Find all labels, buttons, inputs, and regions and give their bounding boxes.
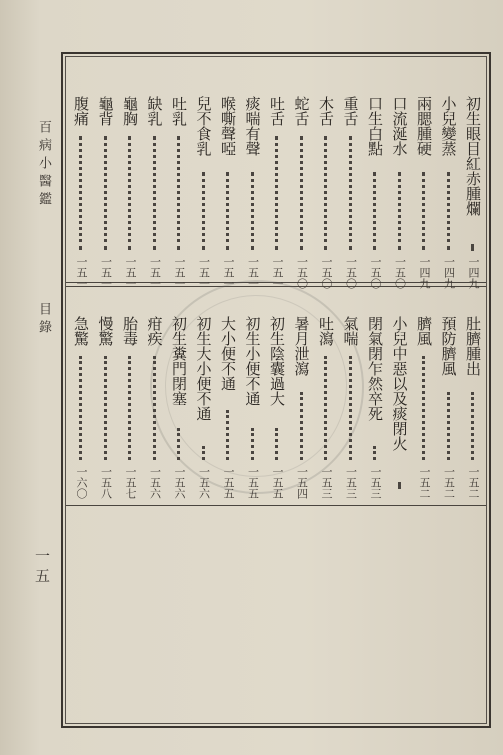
book-title: 百病小醫鑑 <box>36 120 51 210</box>
leader-dots <box>153 356 156 460</box>
toc-entry-page: 一五六 <box>197 466 211 499</box>
section-label: 目錄 <box>36 302 51 338</box>
toc-entry-title: 初生眼目紅赤腫爛 <box>464 96 482 216</box>
leader-dots <box>177 136 180 250</box>
leader-dots <box>251 428 254 460</box>
toc-entry-title: 兩腮腫硬 <box>415 96 433 156</box>
toc-entry-title: 龜背 <box>96 96 115 126</box>
toc-entry-page: 一五二 <box>467 466 480 499</box>
toc-entry-title: 初生小便不通 <box>243 316 262 406</box>
toc-entry <box>415 316 433 536</box>
leader-dots <box>275 428 278 460</box>
leader-dots <box>398 482 401 488</box>
toc-entry-title: 預防臍風 <box>439 316 458 376</box>
toc-entry-title: 痰喘有聲 <box>243 96 262 156</box>
toc-entry-page: 一五一 <box>246 256 260 289</box>
toc-entry-title: 龜胸 <box>121 96 139 126</box>
toc-entry-title: 初生糞門閉塞 <box>170 316 188 406</box>
toc-entry <box>219 96 237 316</box>
toc-entry-page: 一五一 <box>124 256 137 289</box>
toc-entry-page: 一四九 <box>442 256 456 289</box>
toc-entry <box>415 96 433 316</box>
leader-dots <box>422 356 425 460</box>
toc-entry-page: 一五〇 <box>295 256 309 289</box>
leader-dots <box>202 446 205 460</box>
toc-entry <box>268 96 286 316</box>
toc-entry <box>440 96 458 316</box>
leader-dots <box>104 136 107 250</box>
toc-entry <box>317 316 335 536</box>
leader-dots <box>128 136 131 250</box>
toc-entry-title: 肚臍腫出 <box>464 316 482 376</box>
toc-entry-title: 小兒變蒸 <box>439 96 458 156</box>
leader-dots <box>471 392 474 460</box>
toc-entry-page: 一五五 <box>246 466 260 499</box>
toc-entry <box>244 96 262 316</box>
leader-dots <box>373 446 376 460</box>
toc-entry-page: 一五〇 <box>393 256 407 289</box>
page-number: 一五 <box>33 548 51 588</box>
toc-entry-page: 一五一 <box>271 256 284 289</box>
toc-entry-title: 口生白點 <box>366 96 384 156</box>
leader-dots <box>79 356 82 460</box>
toc-entry <box>195 316 213 536</box>
leader-dots <box>202 172 205 250</box>
toc-entry <box>121 316 139 536</box>
leader-dots <box>251 172 254 250</box>
toc-entry <box>317 96 335 316</box>
toc-entry <box>464 96 482 316</box>
toc-entry-page: 一五五 <box>222 466 235 499</box>
toc-entry-title: 大小便不通 <box>219 316 237 391</box>
toc-entry <box>170 96 188 316</box>
toc-entry-title: 暑月泄瀉 <box>292 316 311 376</box>
leader-dots <box>104 356 107 460</box>
toc-entry-page: 一五一 <box>148 256 162 289</box>
toc-entry <box>121 96 139 316</box>
toc-entry <box>72 96 90 316</box>
toc-entry-page: 一五一 <box>222 256 235 289</box>
toc-entry-title: 急驚 <box>72 316 90 346</box>
toc-entry <box>366 316 384 536</box>
toc-entry <box>146 316 164 536</box>
toc-entry-title: 重舌 <box>341 96 360 126</box>
toc-entry-page: 一五二 <box>442 466 456 499</box>
toc-entry <box>219 316 237 536</box>
toc-entry-title: 吐瀉 <box>317 316 335 346</box>
toc-entry <box>293 316 311 536</box>
leader-dots <box>226 410 229 460</box>
toc-entry-page: 一五〇 <box>369 256 382 289</box>
leader-dots <box>422 172 425 250</box>
toc-entry-page: 一五一 <box>197 256 211 289</box>
toc-entry-page: 一四九 <box>418 256 431 289</box>
toc-entry-page: 一五一 <box>75 256 88 289</box>
toc-entry-title: 吐乳 <box>170 96 188 126</box>
toc-entry-page: 一五七 <box>124 466 137 499</box>
toc-entry <box>391 96 409 316</box>
toc-entry-title: 小兒中惡以及痰閉火 <box>390 316 409 451</box>
toc-entry-page: 一四九 <box>467 256 480 289</box>
toc-entry-page: 一五一 <box>173 256 186 289</box>
toc-entry-title: 初生大小便不通 <box>194 316 213 421</box>
toc-entry-page: 一五二 <box>418 466 431 499</box>
toc-entry-page: 一五〇 <box>320 256 333 289</box>
leader-dots <box>447 172 450 250</box>
leader-dots <box>226 172 229 250</box>
toc-entry-page: 一六〇 <box>75 466 88 499</box>
toc-entry <box>342 316 360 536</box>
toc-entry-title: 喉嘶聲啞 <box>219 96 237 156</box>
leader-dots <box>177 428 180 460</box>
toc-entry-page: 一五三 <box>344 466 358 499</box>
leader-dots <box>349 356 352 460</box>
toc-entry-title: 兒不食乳 <box>194 96 213 156</box>
toc-entry-page: 一五六 <box>148 466 162 499</box>
toc-entry-title: 腹痛 <box>72 96 90 126</box>
toc-entry <box>440 316 458 536</box>
toc-entry-page: 一五八 <box>99 466 113 499</box>
leader-dots <box>349 136 352 250</box>
toc-entry <box>72 316 90 536</box>
toc-entry-title: 木舌 <box>317 96 335 126</box>
toc-entry-title: 氣喘 <box>341 316 360 346</box>
toc-entry-page: 一五五 <box>271 466 284 499</box>
toc-entry-title: 初生陰囊過大 <box>268 316 286 406</box>
toc-entry-page: 一五三 <box>320 466 333 499</box>
toc-entry <box>293 96 311 316</box>
toc-entry <box>268 316 286 536</box>
toc-entry-title: 疳疾 <box>145 316 164 346</box>
leader-dots <box>300 392 303 460</box>
toc-entry-page: 一五三 <box>369 466 382 499</box>
leader-dots <box>398 172 401 250</box>
toc-entry-title: 臍風 <box>415 316 433 346</box>
leader-dots <box>300 136 303 250</box>
toc-entry <box>391 316 409 536</box>
toc-entry-title: 口流涎水 <box>390 96 409 156</box>
toc-entry <box>97 96 115 316</box>
toc-entry <box>170 316 188 536</box>
toc-entry <box>464 316 482 536</box>
toc-entry-page: 一五一 <box>99 256 113 289</box>
leader-dots <box>153 136 156 250</box>
toc-entry-title: 蛇舌 <box>292 96 311 126</box>
leader-dots <box>471 244 474 250</box>
leader-dots <box>324 356 327 460</box>
toc-entry <box>97 316 115 536</box>
toc-entry <box>195 96 213 316</box>
leader-dots <box>275 136 278 250</box>
leader-dots <box>324 136 327 250</box>
leader-dots <box>373 172 376 250</box>
leader-dots <box>79 136 82 250</box>
toc-entry-title: 胎毒 <box>121 316 139 346</box>
toc-entry <box>244 316 262 536</box>
toc-entry <box>342 96 360 316</box>
toc-entry-title: 閉氣閉乍然卒死 <box>366 316 384 421</box>
leader-dots <box>447 392 450 460</box>
toc-entry-page: 一五四 <box>295 466 309 499</box>
toc-entry-title: 缺乳 <box>145 96 164 126</box>
toc-entry-page: 一五六 <box>173 466 186 499</box>
leader-dots <box>128 356 131 460</box>
toc-entry-page: 一五〇 <box>344 256 358 289</box>
toc-entry-title: 吐舌 <box>268 96 286 126</box>
toc-entry <box>146 96 164 316</box>
toc-entry-title: 慢驚 <box>96 316 115 346</box>
toc-entry <box>366 96 384 316</box>
